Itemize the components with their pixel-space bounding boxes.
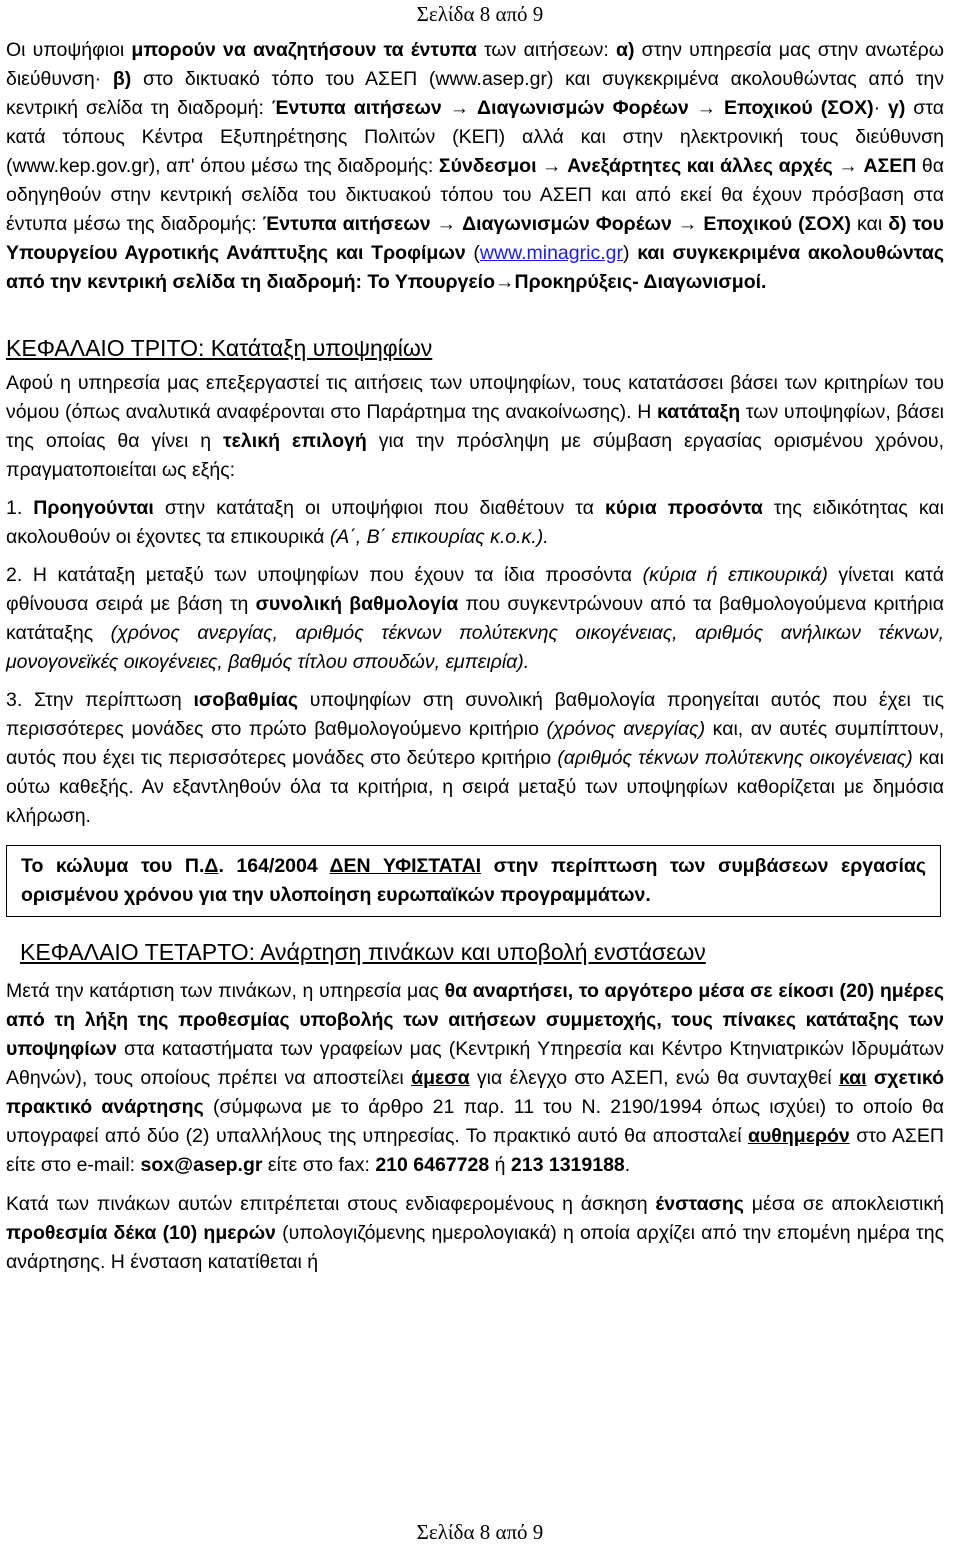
chapter4-heading: ΚΕΦΑΛΑΙΟ ΤΕΤΑΡΤΟ: Ανάρτηση πινάκων και υποβολή ενστάσεων bbox=[20, 939, 706, 965]
arrow-icon: → bbox=[677, 213, 698, 235]
arrow-icon: → bbox=[494, 271, 515, 293]
arrow-icon: → bbox=[838, 155, 858, 177]
arrow-icon: → bbox=[542, 155, 562, 177]
document-body bbox=[6, 36, 944, 1277]
chapter3-heading: ΚΕΦΑΛΑΙΟ ΤΡΙΤΟ: Κατάταξη υποψηφίων bbox=[6, 335, 433, 361]
notice-text: Το κώλυμα του Π.Δ. 164/2004 ΔΕΝ ΥΦΙΣΤΑΤΑΙ στην περίπτωση των συμβάσεων εργασίας ορισμένου χρόνου για την υλοποίηση ευρωπαϊκών προγραμμάτων. bbox=[21, 855, 926, 906]
chapter4-paragraph-1: Μετά την κατάρτιση των πινάκων, η υπηρεσία μας θα αναρτήσει, το αργότερο μέσα σε είκοσι (20) ημέρες από τη λήξη της προθεσμίας υποβολής των αιτήσεων συμμετοχής, τους πίνακες κατάταξης των υποψηφίων στα καταστήματα των γραφείων μας (Κεντρική Υπηρεσία και Κέντρο Κτηνιατρικών Ιδρυμάτων Αθηνών), τους οποίους πρέπει να αποστείλει άμεσα για έλεγχο στο ΑΣΕΠ, ενώ θα συνταχθεί και σχετικό πρακτικό ανάρτησης (σύμφωνα με το άρθρο 21 παρ. 11 του Ν. 2190/1994 όπως ισχύει) το οποίο θα υπογραφεί από δύο (2) υπαλλήλους της υπηρεσίας. Το πρακτικό αυτό θα αποσταλεί αυθημερόν στο ΑΣΕΠ είτε στο e-mail: sox@asep.gr είτε στο fax: 210 6467728 ή 213 1319188. bbox=[6, 980, 944, 1176]
notice-box bbox=[6, 845, 941, 917]
criterion-3: 3. Στην περίπτωση ισοβαθμίας υποψηφίων στη συνολική βαθμολογία προηγείται αυτός που έχει τις περισσότερες μονάδες στο πρώτο βαθμολογούμενο κριτήριο (χρόνος ανεργίας) και, αν αυτές συμπίπτουν, αυτός που έχει τις περισσότερες μονάδες στο δεύτερο κριτήριο (αριθμός τέκνων πολύτεκνης οικογένειας) και ούτω καθεξής. Αν εξαντληθούν όλα τα κριτήρια, η σειρά μεταξύ των υποψηφίων καθορίζεται με δημόσια κλήρωση. bbox=[6, 689, 944, 827]
criterion-2: 2. Η κατάταξη μεταξύ των υποψηφίων που έχουν τα ίδια προσόντα (κύρια ή επικουρικά) γίνεται κατά φθίνουσα σειρά με βάση τη συνολική βαθμολογία που συγκεντρώνουν από τα βαθμολογούμενα κριτήρια κατάταξης (χρόνος ανεργίας, αριθμός τέκνων πολύτεκνης οικογένειας, αριθμός ανήλικων τέκνων, μονογονεϊκές οικογένειες, βαθμός τίτλου σπουδών, εμπειρία). bbox=[6, 564, 945, 673]
page-footer: Σελίδα 8 από 9 bbox=[416, 1520, 544, 1544]
chapter4-paragraph-2: Κατά των πινάκων αυτών επιτρέπεται στους ενδιαφερομένους η άσκηση ένστασης μέσα σε αποκλειστική προθεσμία δέκα (10) ημερών (υπολογιζόμενης ημερολογιακά) η οποία αρχίζει από την επομένη ημέρα της ανάρτησης. Η ένσταση κατατίθεται ή bbox=[6, 1193, 944, 1273]
minagric-link[interactable]: www.minagric.gr bbox=[479, 242, 623, 264]
page-header: Σελίδα 8 από 9 bbox=[416, 2, 544, 26]
intro-paragraph: Οι υποψήφιοι μπορούν να αναζητήσουν τα έντυπα των αιτήσεων: α) στην υπηρεσία μας στην ανωτέρω διεύθυνση· β) στο δικτυακό τόπο του ΑΣΕΠ (www.asep.gr) και συγκεκριμένα ακολουθώντας από την κεντρική σελίδα τη διαδρομή: Έντυπα αιτήσεων → Διαγωνισμών Φορέων → Εποχικού (ΣΟΧ)· γ) στα κατά τόπους Κέντρα Εξυπηρέτησης Πολιτών (ΚΕΠ) αλλά και στην ηλεκτρονική τους διεύθυνση (www.kep.gov.gr), απ' όπου μέσω της διαδρομής: Σύνδεσμοι → Ανεξάρτητες και άλλες αρχές → ΑΣΕΠ θα οδηγηθούν στην κεντρική σελίδα του δικτυακού τόπου του ΑΣΕΠ και από εκεί θα έχουν πρόσβαση στα έντυπα μέσω της διαδρομής: Έντυπα αιτήσεων → Διαγωνισμών Φορέων → Εποχικού (ΣΟΧ) και δ) του Υπουργείου Αγροτικής Ανάπτυξης και Τροφίμων (www.minagric.gr) και συγκεκριμένα ακολουθώντας από την κεντρική σελίδα τη διαδρομή: Το Υπουργείο→Προκηρύξεις- Διαγωνισμοί. bbox=[6, 39, 945, 293]
arrow-icon: → bbox=[436, 213, 457, 235]
criterion-1: 1. Προηγούνται στην κατάταξη οι υποψήφιοι που διαθέτουν τα κύρια προσόντα της ειδικότητας και ακολουθούν οι έχοντες τα επικουρικά (Α΄, Β΄ επικουρίας κ.ο.κ.). bbox=[6, 497, 944, 548]
arrow-icon: → bbox=[449, 97, 470, 119]
chapter3-intro: Αφού η υπηρεσία μας επεξεργαστεί τις αιτήσεις των υποψηφίων, τους κατατάσσει βάσει των κριτηρίων του νόμου (όπως αναλυτικά αναφέρονται στο Παράρτημα της ανακοίνωσης). Η κατάταξη των υποψηφίων, βάσει της οποίας θα γίνει η τελική επιλογή για την πρόσληψη με σύμβαση εργασίας ορισμένου χρόνου, πραγματοποιείται ως εξής: bbox=[6, 372, 944, 481]
arrow-icon: → bbox=[696, 97, 717, 119]
